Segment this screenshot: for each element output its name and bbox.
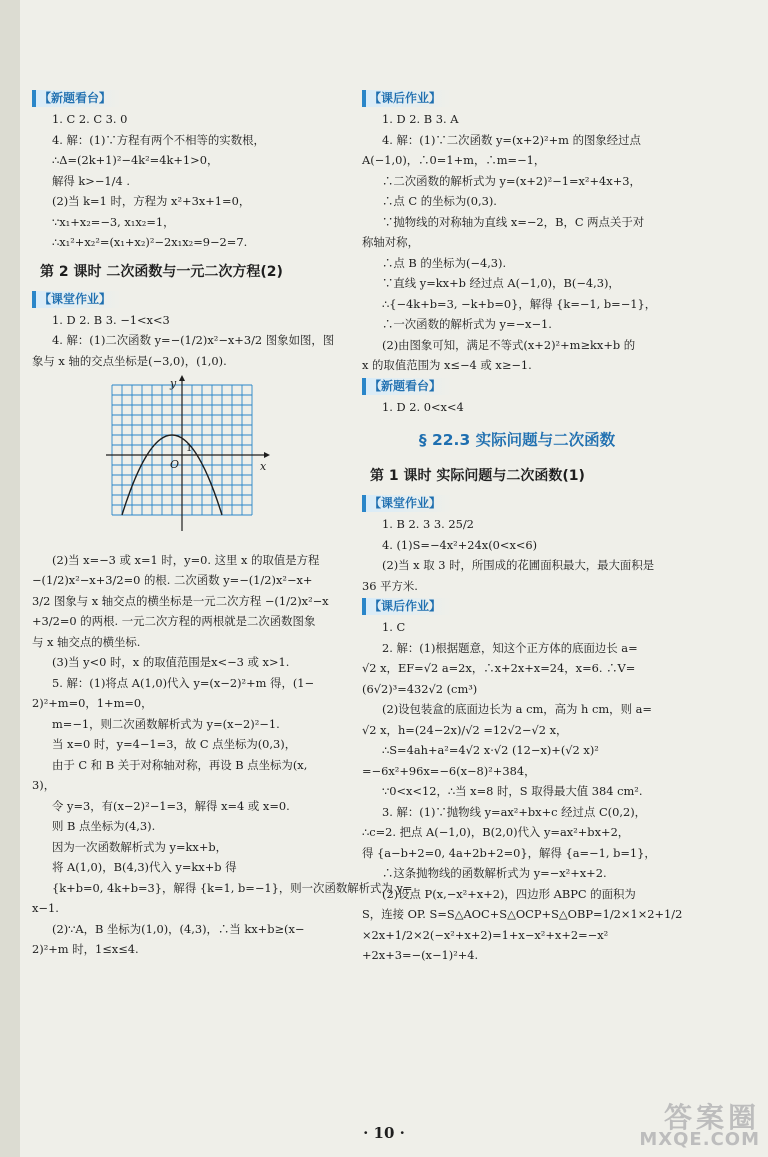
y-axis-label: y xyxy=(170,377,177,390)
text-line: 称轴对称， xyxy=(362,235,419,249)
text-line: 则 B 点坐标为(4,3). xyxy=(52,819,156,833)
text-line: ∴c=2. 把点 A(−1,0)，B(2,0)代入 y=ax²+bx+2， xyxy=(362,825,630,839)
text-line: (2)当 x=−3 或 x=1 时，y=0. 这里 x 的取值是方程 xyxy=(52,552,320,567)
text-line: 2)²+m=0，1+m=0， xyxy=(32,696,153,710)
section-header: 【新题看台】 xyxy=(362,378,451,395)
text-line: S，连接 OP. S=S△AOC+S△OCP+S△OBP=1/2×1×2+1/2 xyxy=(362,907,683,921)
unit-label: 1 xyxy=(186,443,193,454)
text-line: 象与 x 轴的交点坐标是(−3,0)，(1,0). xyxy=(32,353,227,368)
text-line: 1. D 2. B 3. A xyxy=(382,112,459,126)
text-line: 由于 C 和 B 关于对称轴对称，再设 B 点坐标为(x, xyxy=(52,757,308,772)
text-line: ∵抛物线的对称轴为直线 x=−2，B，C 两点关于对 xyxy=(382,214,645,229)
text-line: x 的取值范围为 x≤−4 或 x≥−1. xyxy=(362,358,532,372)
text-line: 3)， xyxy=(32,778,56,792)
text-line: ∴一次函数的解析式为 y=−x−1. xyxy=(382,317,552,331)
lesson-title: 第 1 课时 实际问题与二次函数(1) xyxy=(370,468,585,484)
text-line: 5. 解：(1)将点 A(1,0)代入 y=(x−2)²+m 得，(1− xyxy=(52,675,315,690)
section-header: 【课堂作业】 xyxy=(32,291,121,308)
text-line: 36 平方米. xyxy=(362,578,418,593)
text-line: =−6x²+96x=−6(x−8)²+384， xyxy=(362,763,536,778)
text-line: (2)设点 P(x,−x²+x+2)，四边形 ABPC 的面积为 xyxy=(382,886,636,901)
text-line: 3/2 图象与 x 轴交点的横坐标是一元二次方程 −(1/2)x²−x xyxy=(32,593,329,608)
text-line: ∴点 C 的坐标为(0,3). xyxy=(382,194,497,208)
chapter-title: § 22.3 实际问题与二次函数 xyxy=(418,431,616,449)
text-line: (2)当 x 取 3 时，所围成的花圃面积最大，最大面积是 xyxy=(382,558,655,572)
text-line: ∵0<x<12，∴当 x=8 时，S 取得最大值 384 cm². xyxy=(382,784,643,798)
graph-svg xyxy=(102,375,272,535)
text-line: 1. C xyxy=(382,620,406,634)
x-axis-label: x xyxy=(260,460,267,473)
text-line: −(1/2)x²−x+3/2=0 的根. 二次函数 y=−(1/2)x²−x+ xyxy=(32,573,313,587)
text-line: 4. 解：(1)二次函数 y=−(1/2)x²−x+3/2 图象如图，图 xyxy=(52,333,335,347)
text-line: 3. 解：(1)∵抛物线 y=ax²+bx+c 经过点 C(0,2)， xyxy=(382,804,647,819)
origin-label: O xyxy=(170,458,180,471)
text-line: 因为一次函数解析式为 y=kx+b， xyxy=(52,839,228,854)
section-header: 【课后作业】 xyxy=(362,598,451,615)
text-line: 当 x=0 时，y=4−1=3，故 C 点坐标为(0,3)， xyxy=(52,737,297,751)
text-line: {k+b=0, 4k+b=3}，解得 {k=1, b=−1}，则一次函数解析式为 y= xyxy=(52,880,413,895)
text-line: 2. 解：(1)根据题意，知这个正方体的底面边长 a= xyxy=(382,640,638,655)
text-line: (2)∵A，B 坐标为(1,0)，(4,3)，∴当 kx+b≥(x− xyxy=(52,921,305,936)
text-line: 2)²+m 时，1≤x≤4. xyxy=(32,942,139,956)
section-header: 【课后作业】 xyxy=(362,90,451,107)
text-line: 与 x 轴交点的横坐标. xyxy=(32,634,141,649)
text-line: 得 {a−b+2=0, 4a+2b+2=0}，解得 {a=−1, b=1}， xyxy=(362,845,656,860)
text-line: (2)当 k=1 时，方程为 x²+3x+1=0， xyxy=(52,194,251,208)
text-line: m=−1，则二次函数解析式为 y=(x−2)²−1. xyxy=(52,716,280,731)
text-line: ∵x₁+x₂=−3, x₁x₂=1， xyxy=(52,214,175,229)
text-line: ∴点 B 的坐标为(−4,3). xyxy=(382,255,507,270)
text-line: 1. D 2. B 3. −1<x<3 xyxy=(52,312,170,327)
watermark-url: MXQE.COM xyxy=(639,1129,760,1150)
text-line: (6√2)³=432√2 (cm³) xyxy=(362,681,478,696)
text-line: (2)由图象可知，满足不等式(x+2)²+m≥kx+b 的 xyxy=(382,337,636,352)
watermark-line: 答案圈 xyxy=(663,1101,760,1134)
text-line: 4. 解：(1)∵二次函数 y=(x+2)²+m 的图象经过点 xyxy=(382,132,641,147)
right-column xyxy=(362,88,683,966)
text-line: ∴二次函数的解析式为 y=(x+2)²−1=x²+4x+3， xyxy=(382,173,641,188)
text-line: 4. (1)S=−4x²+24x(0<x<6) xyxy=(382,537,538,552)
text-line: (3)当 y<0 时，x 的取值范围是x<−3 或 x>1. xyxy=(52,655,290,669)
text-line: ∴{−4k+b=3, −k+b=0}，解得 {k=−1, b=−1}， xyxy=(382,296,657,311)
text-line: 将 A(1,0)，B(4,3)代入 y=kx+b 得 xyxy=(52,860,237,874)
text-line: (2)设包装盒的底面边长为 a cm，高为 h cm，则 a= xyxy=(382,702,652,716)
text-line: ∴这条抛物线的函数解析式为 y=−x²+x+2. xyxy=(382,866,607,880)
text-line: 1. C 2. C 3. 0 xyxy=(52,112,128,126)
binding-edge xyxy=(0,0,20,1157)
text-line: 4. 解：(1)∵方程有两个不相等的实数根， xyxy=(52,132,265,147)
text-line: A(−1,0)，∴0=1+m，∴m=−1， xyxy=(362,153,546,167)
text-line: √2 x，EF=√2 a=2x，∴x+2x+x=24，x=6. ∴V= xyxy=(362,661,636,675)
text-line: ∴x₁²+x₂²=(x₁+x₂)²−2x₁x₂=9−2=7. xyxy=(52,235,248,249)
text-line: 1. B 2. 3 3. 25/2 xyxy=(382,517,474,531)
text-line: 1. D 2. 0<x<4 xyxy=(382,399,464,414)
lesson-title: 第 2 课时 二次函数与一元二次方程(2) xyxy=(40,263,283,280)
text-line: x−1. xyxy=(32,901,59,915)
section-header: 【课堂作业】 xyxy=(362,495,451,512)
page-number: · 10 · xyxy=(363,1124,405,1142)
text-line: ×2x+1/2×2(−x²+x+2)=1+x−x²+x+2=−x² xyxy=(362,927,609,942)
text-line: 令 y=3，有(x−2)²−1=3，解得 x=4 或 x=0. xyxy=(52,798,290,813)
watermark-logo xyxy=(639,1101,760,1151)
text-line: ∴S=4ah+a²=4√2 x·√2 (12−x)+(√2 x)² xyxy=(382,743,599,757)
text-line: √2 x，h=(24−2x)/√2 =12√2−√2 x， xyxy=(362,722,568,737)
text-line: +2x+3=−(x−1)²+4. xyxy=(362,948,479,962)
text-line: 解得 k>−1/4 . xyxy=(52,173,130,188)
section-header: 【新题看台】 xyxy=(32,90,121,107)
text-line: ∵直线 y=kx+b 经过点 A(−1,0)，B(−4,3)， xyxy=(382,276,620,290)
text-line: +3/2=0 的两根. 一元二次方程的两根就是二次函数图象 xyxy=(32,614,316,628)
text-line: ∴Δ=(2k+1)²−4k²=4k+1>0， xyxy=(52,153,219,167)
parabola-graph xyxy=(102,375,350,542)
